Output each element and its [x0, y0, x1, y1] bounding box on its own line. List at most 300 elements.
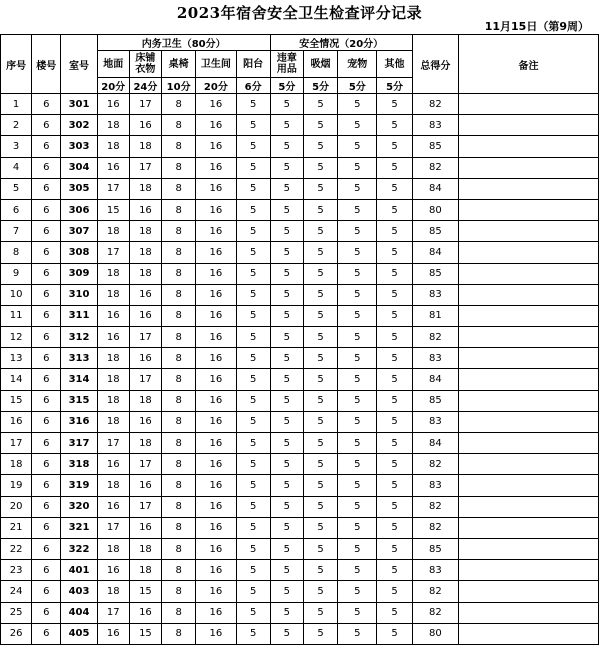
cell-score: 5 [270, 496, 303, 517]
cell-score: 16 [196, 305, 236, 326]
cell-score: 5 [270, 157, 303, 178]
cell-note [458, 602, 598, 623]
cell-score: 18 [97, 263, 129, 284]
header-sub-item: 床铺 衣物 [129, 51, 161, 78]
cell-seq: 22 [1, 538, 32, 559]
cell-total: 85 [412, 221, 458, 242]
cell-score: 8 [162, 538, 196, 559]
cell-score: 8 [162, 327, 196, 348]
cell-score: 16 [97, 560, 129, 581]
cell-total: 84 [412, 369, 458, 390]
cell-score: 16 [196, 433, 236, 454]
table-row [1, 305, 599, 326]
cell-note [458, 305, 598, 326]
cell-score: 5 [303, 157, 337, 178]
cell-score: 5 [338, 199, 377, 220]
cell-score: 5 [236, 581, 270, 602]
cell-room: 308 [61, 242, 97, 263]
cell-score: 16 [129, 517, 161, 538]
cell-score: 5 [338, 390, 377, 411]
cell-room: 304 [61, 157, 97, 178]
cell-score: 5 [236, 221, 270, 242]
cell-score: 8 [162, 581, 196, 602]
cell-score: 18 [97, 115, 129, 136]
cell-score: 5 [338, 602, 377, 623]
cell-total: 82 [412, 581, 458, 602]
cell-score: 16 [196, 496, 236, 517]
cell-seq: 17 [1, 433, 32, 454]
cell-score: 5 [377, 496, 412, 517]
cell-score: 16 [196, 221, 236, 242]
cell-score: 5 [236, 602, 270, 623]
cell-total: 83 [412, 411, 458, 432]
cell-score: 5 [303, 305, 337, 326]
cell-seq: 11 [1, 305, 32, 326]
cell-score: 5 [303, 94, 337, 115]
cell-total: 82 [412, 157, 458, 178]
cell-seq: 14 [1, 369, 32, 390]
cell-seq: 26 [1, 623, 32, 644]
cell-note [458, 475, 598, 496]
table-row [1, 390, 599, 411]
cell-note [458, 390, 598, 411]
cell-score: 5 [303, 433, 337, 454]
cell-score: 16 [97, 327, 129, 348]
cell-total: 85 [412, 263, 458, 284]
cell-score: 16 [196, 623, 236, 644]
table-row [1, 623, 599, 644]
cell-score: 5 [303, 623, 337, 644]
cell-room: 309 [61, 263, 97, 284]
header-max-score: 24分 [129, 78, 161, 94]
cell-score: 16 [129, 284, 161, 305]
cell-score: 5 [303, 221, 337, 242]
cell-score: 16 [129, 199, 161, 220]
table-row [1, 496, 599, 517]
cell-score: 5 [338, 496, 377, 517]
cell-seq: 8 [1, 242, 32, 263]
cell-note [458, 221, 598, 242]
header-max-score: 5分 [270, 78, 303, 94]
cell-room: 401 [61, 560, 97, 581]
header-room: 室号 [61, 35, 97, 94]
cell-score: 18 [97, 284, 129, 305]
cell-score: 16 [196, 411, 236, 432]
cell-score: 5 [377, 136, 412, 157]
cell-building: 6 [32, 475, 61, 496]
cell-score: 16 [97, 623, 129, 644]
header-building: 楼号 [32, 35, 61, 94]
cell-score: 5 [338, 348, 377, 369]
cell-seq: 4 [1, 157, 32, 178]
cell-score: 5 [338, 517, 377, 538]
cell-score: 5 [270, 475, 303, 496]
cell-room: 310 [61, 284, 97, 305]
cell-score: 5 [236, 369, 270, 390]
cell-total: 84 [412, 242, 458, 263]
cell-score: 5 [270, 242, 303, 263]
cell-score: 5 [338, 305, 377, 326]
cell-room: 307 [61, 221, 97, 242]
cell-score: 5 [270, 94, 303, 115]
cell-seq: 16 [1, 411, 32, 432]
cell-score: 8 [162, 221, 196, 242]
cell-note [458, 538, 598, 559]
table-row [1, 581, 599, 602]
cell-building: 6 [32, 178, 61, 199]
cell-note [458, 136, 598, 157]
cell-score: 16 [196, 284, 236, 305]
cell-score: 8 [162, 242, 196, 263]
cell-score: 16 [196, 348, 236, 369]
cell-score: 5 [303, 199, 337, 220]
cell-score: 5 [270, 433, 303, 454]
cell-score: 5 [303, 390, 337, 411]
cell-total: 85 [412, 390, 458, 411]
header-max-score: 20分 [97, 78, 129, 94]
cell-score: 5 [377, 94, 412, 115]
cell-score: 5 [377, 538, 412, 559]
cell-total: 83 [412, 475, 458, 496]
cell-score: 5 [303, 538, 337, 559]
cell-room: 321 [61, 517, 97, 538]
cell-score: 16 [196, 242, 236, 263]
cell-score: 5 [338, 475, 377, 496]
cell-score: 5 [236, 390, 270, 411]
cell-score: 5 [270, 263, 303, 284]
header-sub-item: 阳台 [236, 51, 270, 78]
cell-score: 17 [129, 94, 161, 115]
cell-score: 5 [377, 115, 412, 136]
cell-room: 316 [61, 411, 97, 432]
cell-note [458, 115, 598, 136]
cell-score: 15 [97, 199, 129, 220]
cell-score: 5 [236, 199, 270, 220]
cell-total: 80 [412, 623, 458, 644]
cell-note [458, 411, 598, 432]
cell-score: 15 [129, 623, 161, 644]
cell-score: 5 [270, 199, 303, 220]
cell-score: 5 [270, 284, 303, 305]
cell-score: 5 [377, 475, 412, 496]
cell-total: 84 [412, 433, 458, 454]
cell-score: 8 [162, 305, 196, 326]
cell-score: 16 [196, 263, 236, 284]
cell-score: 16 [97, 305, 129, 326]
cell-score: 18 [129, 242, 161, 263]
cell-score: 5 [303, 517, 337, 538]
header-max-score: 5分 [303, 78, 337, 94]
header-max-score: 10分 [162, 78, 196, 94]
cell-score: 5 [377, 348, 412, 369]
cell-score: 5 [377, 390, 412, 411]
cell-seq: 19 [1, 475, 32, 496]
cell-score: 5 [377, 602, 412, 623]
cell-building: 6 [32, 411, 61, 432]
cell-score: 16 [196, 602, 236, 623]
cell-score: 16 [196, 178, 236, 199]
cell-score: 5 [303, 454, 337, 475]
document-title: 2023年宿舍安全卫生检查评分记录 [176, 4, 423, 22]
cell-score: 5 [377, 623, 412, 644]
header-sub-item: 其他 [377, 51, 412, 78]
cell-score: 5 [236, 560, 270, 581]
cell-score: 17 [129, 369, 161, 390]
cell-total: 84 [412, 178, 458, 199]
cell-room: 306 [61, 199, 97, 220]
cell-score: 5 [270, 623, 303, 644]
cell-building: 6 [32, 242, 61, 263]
cell-score: 5 [377, 305, 412, 326]
cell-note [458, 369, 598, 390]
cell-note [458, 348, 598, 369]
table-row [1, 178, 599, 199]
header-sub-item: 地面 [97, 51, 129, 78]
cell-score: 5 [270, 348, 303, 369]
cell-score: 5 [236, 411, 270, 432]
cell-score: 16 [196, 475, 236, 496]
cell-score: 5 [303, 496, 337, 517]
cell-score: 8 [162, 623, 196, 644]
cell-score: 5 [236, 433, 270, 454]
cell-score: 18 [97, 348, 129, 369]
cell-score: 16 [196, 327, 236, 348]
cell-score: 8 [162, 178, 196, 199]
table-row [1, 284, 599, 305]
cell-seq: 25 [1, 602, 32, 623]
cell-seq: 10 [1, 284, 32, 305]
cell-score: 5 [303, 369, 337, 390]
cell-score: 5 [377, 327, 412, 348]
cell-room: 404 [61, 602, 97, 623]
cell-score: 18 [129, 136, 161, 157]
cell-score: 5 [338, 242, 377, 263]
cell-score: 5 [338, 263, 377, 284]
cell-building: 6 [32, 538, 61, 559]
table-row [1, 348, 599, 369]
cell-score: 16 [196, 94, 236, 115]
cell-score: 5 [338, 454, 377, 475]
cell-score: 5 [377, 157, 412, 178]
cell-score: 5 [303, 581, 337, 602]
cell-score: 5 [303, 475, 337, 496]
header-sub-item: 吸烟 [303, 51, 337, 78]
cell-score: 5 [236, 538, 270, 559]
cell-score: 8 [162, 475, 196, 496]
cell-note [458, 454, 598, 475]
cell-score: 8 [162, 348, 196, 369]
cell-score: 5 [338, 221, 377, 242]
cell-total: 83 [412, 348, 458, 369]
cell-score: 5 [270, 538, 303, 559]
cell-score: 5 [236, 115, 270, 136]
cell-score: 5 [236, 136, 270, 157]
cell-score: 5 [270, 602, 303, 623]
cell-score: 5 [338, 327, 377, 348]
cell-score: 5 [270, 454, 303, 475]
cell-note [458, 517, 598, 538]
cell-note [458, 581, 598, 602]
cell-score: 8 [162, 454, 196, 475]
cell-total: 83 [412, 560, 458, 581]
cell-note [458, 433, 598, 454]
cell-score: 8 [162, 390, 196, 411]
cell-score: 16 [97, 94, 129, 115]
cell-score: 5 [377, 433, 412, 454]
cell-total: 82 [412, 454, 458, 475]
cell-note [458, 242, 598, 263]
cell-score: 5 [270, 390, 303, 411]
cell-seq: 15 [1, 390, 32, 411]
cell-seq: 9 [1, 263, 32, 284]
cell-score: 17 [129, 327, 161, 348]
table-row [1, 454, 599, 475]
cell-score: 16 [129, 115, 161, 136]
cell-total: 83 [412, 284, 458, 305]
cell-score: 5 [338, 157, 377, 178]
cell-score: 16 [97, 454, 129, 475]
cell-score: 16 [129, 305, 161, 326]
cell-building: 6 [32, 221, 61, 242]
score-table [0, 34, 599, 645]
cell-score: 5 [270, 369, 303, 390]
table-row [1, 433, 599, 454]
cell-score: 18 [97, 411, 129, 432]
header-sub-item: 卫生间 [196, 51, 236, 78]
cell-score: 5 [338, 433, 377, 454]
table-row [1, 199, 599, 220]
cell-seq: 23 [1, 560, 32, 581]
cell-total: 85 [412, 538, 458, 559]
cell-score: 18 [129, 538, 161, 559]
cell-room: 322 [61, 538, 97, 559]
cell-building: 6 [32, 115, 61, 136]
cell-score: 18 [97, 538, 129, 559]
cell-score: 5 [270, 221, 303, 242]
cell-score: 8 [162, 433, 196, 454]
table-row [1, 327, 599, 348]
cell-score: 8 [162, 560, 196, 581]
cell-score: 16 [196, 560, 236, 581]
cell-building: 6 [32, 433, 61, 454]
cell-score: 17 [97, 433, 129, 454]
cell-score: 5 [270, 178, 303, 199]
cell-building: 6 [32, 263, 61, 284]
cell-score: 5 [338, 623, 377, 644]
cell-building: 6 [32, 136, 61, 157]
table-row [1, 369, 599, 390]
cell-score: 5 [236, 284, 270, 305]
cell-score: 5 [236, 348, 270, 369]
cell-room: 314 [61, 369, 97, 390]
cell-score: 5 [338, 369, 377, 390]
cell-score: 5 [338, 411, 377, 432]
cell-score: 5 [236, 263, 270, 284]
cell-score: 15 [129, 581, 161, 602]
cell-score: 16 [196, 517, 236, 538]
cell-score: 5 [377, 454, 412, 475]
cell-seq: 3 [1, 136, 32, 157]
cell-score: 8 [162, 517, 196, 538]
cell-score: 5 [236, 475, 270, 496]
table-row [1, 475, 599, 496]
cell-note [458, 178, 598, 199]
cell-score: 16 [196, 199, 236, 220]
cell-score: 8 [162, 94, 196, 115]
cell-score: 8 [162, 263, 196, 284]
cell-score: 5 [377, 517, 412, 538]
header-max-score: 5分 [377, 78, 412, 94]
cell-score: 5 [338, 94, 377, 115]
cell-score: 17 [97, 517, 129, 538]
cell-score: 18 [97, 136, 129, 157]
cell-score: 5 [303, 136, 337, 157]
cell-score: 16 [196, 581, 236, 602]
cell-score: 16 [129, 348, 161, 369]
cell-score: 5 [303, 263, 337, 284]
cell-score: 5 [270, 517, 303, 538]
table-row [1, 517, 599, 538]
cell-score: 5 [303, 602, 337, 623]
cell-total: 82 [412, 517, 458, 538]
cell-score: 5 [236, 517, 270, 538]
cell-score: 18 [97, 475, 129, 496]
cell-room: 303 [61, 136, 97, 157]
cell-score: 8 [162, 602, 196, 623]
cell-score: 17 [97, 602, 129, 623]
cell-score: 5 [338, 136, 377, 157]
cell-score: 16 [129, 411, 161, 432]
cell-room: 312 [61, 327, 97, 348]
table-row [1, 136, 599, 157]
cell-score: 5 [270, 327, 303, 348]
cell-total: 85 [412, 136, 458, 157]
cell-room: 311 [61, 305, 97, 326]
cell-score: 17 [129, 496, 161, 517]
cell-score: 16 [196, 157, 236, 178]
cell-score: 16 [196, 136, 236, 157]
cell-score: 16 [196, 115, 236, 136]
cell-score: 5 [377, 284, 412, 305]
cell-score: 5 [303, 115, 337, 136]
cell-score: 5 [338, 538, 377, 559]
cell-note [458, 284, 598, 305]
cell-score: 5 [377, 199, 412, 220]
header-sub-item: 违章 用品 [270, 51, 303, 78]
cell-seq: 5 [1, 178, 32, 199]
cell-total: 82 [412, 602, 458, 623]
cell-total: 80 [412, 199, 458, 220]
cell-building: 6 [32, 94, 61, 115]
cell-note [458, 496, 598, 517]
cell-total: 81 [412, 305, 458, 326]
cell-score: 5 [270, 115, 303, 136]
cell-score: 5 [236, 496, 270, 517]
header-total: 总得分 [412, 35, 458, 94]
cell-score: 5 [303, 411, 337, 432]
cell-total: 82 [412, 94, 458, 115]
cell-room: 315 [61, 390, 97, 411]
cell-seq: 2 [1, 115, 32, 136]
cell-building: 6 [32, 348, 61, 369]
cell-room: 301 [61, 94, 97, 115]
cell-score: 16 [129, 475, 161, 496]
cell-score: 5 [236, 623, 270, 644]
cell-score: 5 [338, 581, 377, 602]
cell-score: 5 [270, 411, 303, 432]
table-row [1, 221, 599, 242]
cell-seq: 21 [1, 517, 32, 538]
